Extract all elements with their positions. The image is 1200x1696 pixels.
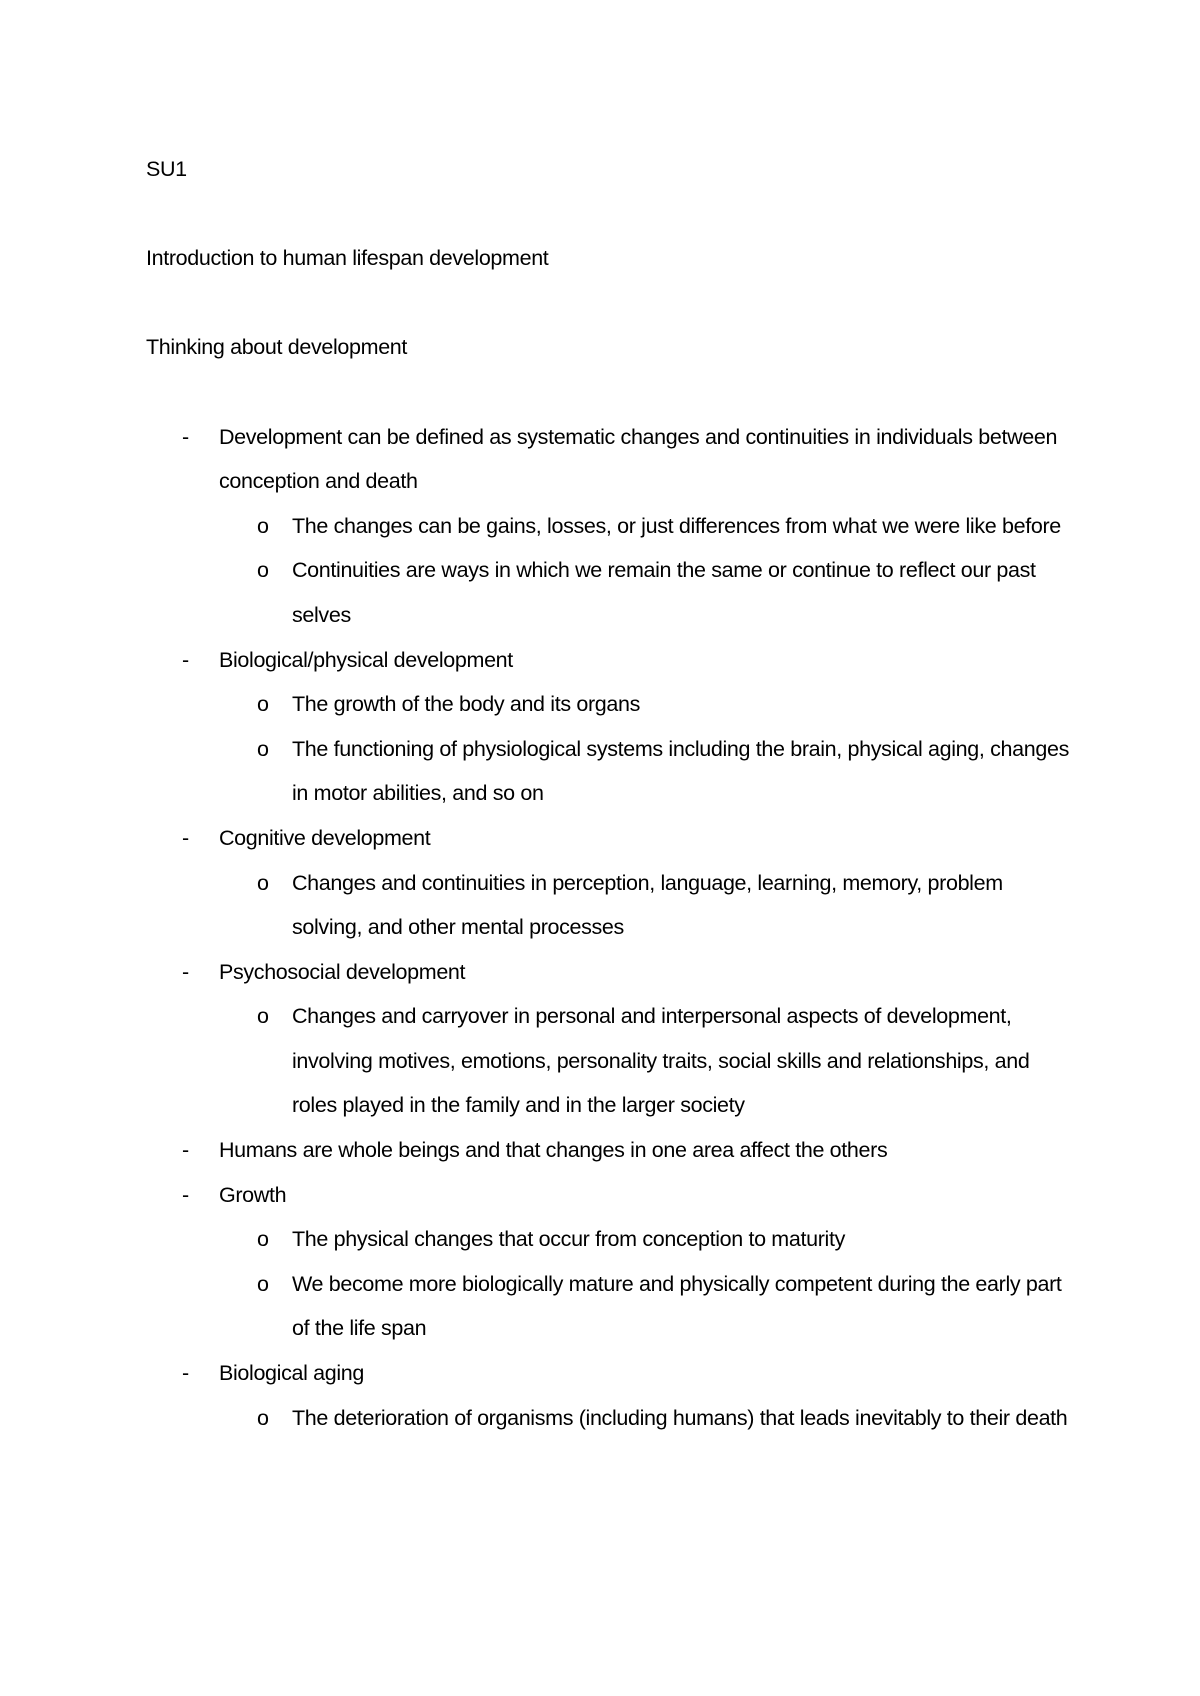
sub-list-item xyxy=(219,727,1076,816)
sub-list-item-text: Continuities are ways in which we remain the same or continue to reflect our past selves xyxy=(292,558,1036,627)
spacer xyxy=(146,370,1076,415)
bullet-list xyxy=(146,415,1076,1441)
list-item xyxy=(146,816,1076,950)
list-item xyxy=(146,415,1076,638)
list-item-text: Growth xyxy=(219,1182,287,1207)
sub-list-item-text: The growth of the body and its organs xyxy=(292,692,640,717)
circle-bullet-icon: o xyxy=(257,870,269,895)
sub-list xyxy=(219,682,1076,816)
unit-code: SU1 xyxy=(146,157,187,181)
sub-list xyxy=(219,861,1076,950)
sub-list-item xyxy=(219,1217,1076,1262)
sub-list-item-text: The changes can be gains, losses, or just differences from what we were like before xyxy=(292,513,1061,538)
spacer xyxy=(146,281,1076,326)
dash-bullet-icon: - xyxy=(182,959,189,984)
list-item-text: Development can be defined as systematic changes and continuities in individuals between conception and death xyxy=(219,424,1058,494)
circle-bullet-icon: o xyxy=(257,692,269,717)
list-item xyxy=(146,950,1076,1128)
circle-bullet-icon: o xyxy=(257,558,269,583)
sub-list-item-text: The physical changes that occur from conception to maturity xyxy=(292,1227,845,1252)
list-item-text: Biological aging xyxy=(219,1361,365,1386)
spacer xyxy=(146,192,1076,237)
sub-list xyxy=(219,504,1076,638)
sub-list-item-text: Changes and carryover in personal and interpersonal aspects of development, involving motives, emotions, personality traits, social skills and relationships, and roles played in the family and in the larger society xyxy=(292,1004,1030,1118)
list-item xyxy=(146,1128,1076,1173)
list-item-text: Humans are whole beings and that changes in one area affect the others xyxy=(219,1138,888,1163)
sub-list-item-text: Changes and continuities in perception, language, learning, memory, problem solving, and other mental processes xyxy=(292,870,1003,940)
sub-list-item-text: We become more biologically mature and physically competent during the early part of the life span xyxy=(292,1271,1062,1341)
document-body xyxy=(146,147,1076,1440)
list-item xyxy=(146,638,1076,816)
sub-list-item xyxy=(219,504,1076,549)
section-heading: Thinking about development xyxy=(146,335,408,360)
sub-list-item xyxy=(219,861,1076,950)
circle-bullet-icon: o xyxy=(257,1004,269,1029)
document-title: Introduction to human lifespan development xyxy=(146,246,549,271)
sub-list xyxy=(219,1217,1076,1351)
dash-bullet-icon: - xyxy=(182,1182,189,1207)
list-item-text: Cognitive development xyxy=(219,825,431,850)
dash-bullet-icon: - xyxy=(182,1361,189,1386)
dash-bullet-icon: - xyxy=(182,825,189,850)
circle-bullet-icon: o xyxy=(257,736,269,761)
sub-list xyxy=(219,994,1076,1128)
dash-bullet-icon: - xyxy=(182,1138,189,1163)
sub-list xyxy=(219,1396,1076,1441)
sub-list-item xyxy=(219,682,1076,727)
sub-list-item xyxy=(219,548,1076,637)
sub-list-item xyxy=(219,1396,1076,1441)
dash-bullet-icon: - xyxy=(182,647,189,672)
sub-list-item xyxy=(219,994,1076,1128)
circle-bullet-icon: o xyxy=(257,513,269,538)
list-item-text: Biological/physical development xyxy=(219,647,513,672)
list-item-text: Psychosocial development xyxy=(219,959,466,984)
circle-bullet-icon: o xyxy=(257,1271,269,1296)
list-item xyxy=(146,1173,1076,1351)
sub-list-item-text: The functioning of physiological systems including the brain, physical aging, changes in motor abilities, and so on xyxy=(292,736,1069,806)
circle-bullet-icon: o xyxy=(257,1405,269,1430)
dash-bullet-icon: - xyxy=(182,424,189,449)
circle-bullet-icon: o xyxy=(257,1227,269,1252)
sub-list-item-text: The deterioration of organisms (including humans) that leads inevitably to their death xyxy=(292,1405,1068,1430)
list-item xyxy=(146,1351,1076,1440)
sub-list-item xyxy=(219,1262,1076,1351)
